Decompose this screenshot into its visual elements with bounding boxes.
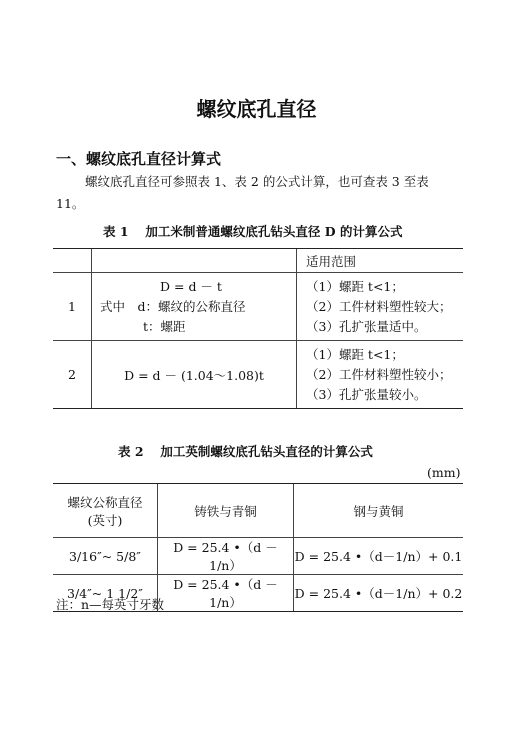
table2-row1-cast-iron: D = 25.4 •（d － 1/n） [158,538,294,575]
page-title: 螺纹底孔直径 [196,97,317,121]
table2-unit: (mm) [427,465,461,480]
table1-row2-no: 2 [53,341,92,409]
table2-row2-cast-iron: D = 25.4 •（d － 1/n） [158,575,294,612]
table-row [53,341,463,409]
table1-header-cell-no [53,249,92,273]
table2-row1-size: 3/16″~ 5/8″ [53,538,158,575]
table1-header-cell-formula [92,249,297,273]
formula-line: D = d － t [160,278,222,294]
applicable-item: （1）螺距 t<1； [306,278,404,294]
applicable-item: （3）孔扩张量适中。 [306,318,427,334]
table1-row2-formula: D = d － (1.04～1.08)t [92,341,297,409]
intro-paragraph-line2: 11。 [56,196,85,211]
table-row [53,273,463,341]
formula-line: t：螺距 [143,318,186,334]
table2-row2-size: 3/4″~ 1 1/2″ [53,575,158,612]
header-line: (英寸) [87,512,123,528]
table1-caption: 表 1 加工米制普通螺纹底孔钻头直径 D 的计算公式 [103,224,403,239]
applicable-item: （1）螺距 t<1； [306,346,404,362]
table1-header-applicable: 适用范围 [297,249,464,273]
header-line: 螺纹公称直径 [67,494,143,510]
section-heading: 一、螺纹底孔直径计算式 [56,150,222,168]
table2-row1-steel: D = 25.4 •（d－1/n）+ 0.1 [294,538,464,575]
applicable-item: （3）孔扩张量较小。 [306,386,427,402]
table1-header-row [53,249,463,273]
table2 [53,483,463,612]
table1-row1-no: 1 [53,273,92,341]
table1-row1-applicable [297,273,464,341]
table1-row1-formula [92,273,297,341]
table-row [53,538,463,575]
formula-line: 式中 d：螺纹的公称直径 [100,298,246,314]
table2-caption: 表 2 加工英制螺纹底孔钻头直径的计算公式 [118,444,373,459]
footnote: 注：n—每英寸牙数 [56,597,165,612]
table2-row2-steel: D = 25.4 •（d－1/n）+ 0.2 [294,575,464,612]
applicable-item: （2）工件材料塑性较小； [306,366,452,382]
applicable-item: （2）工件材料塑性较大； [306,298,452,314]
intro-paragraph-line1: 螺纹底孔直径可参照表 1、表 2 的公式计算，也可查表 3 至表 [85,174,429,189]
table2-header-steel: 钢与黄铜 [294,484,464,538]
table2-header-row [53,484,463,538]
table1-row2-applicable [297,341,464,409]
table2-header-diameter [53,484,158,538]
table2-header-cast-iron: 铸铁与青铜 [158,484,294,538]
table1 [53,248,463,409]
